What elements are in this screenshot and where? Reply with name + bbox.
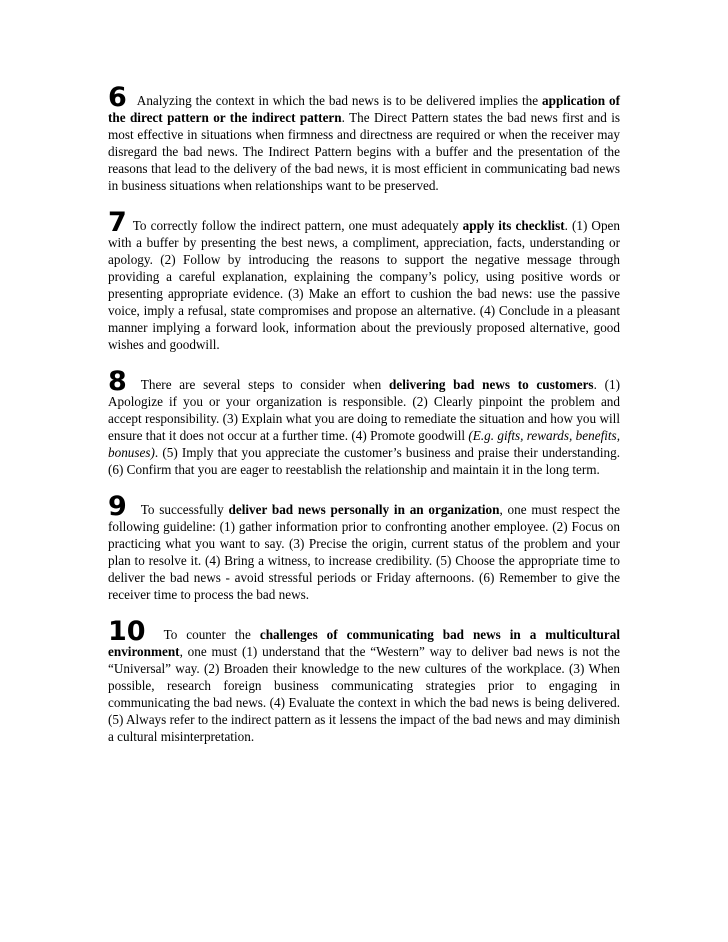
paragraph-8 xyxy=(108,366,620,478)
paragraph-text: To counter the xyxy=(163,627,260,642)
paragraph-text: There are several steps to consider when xyxy=(140,377,389,392)
paragraph-text: , one must respect the following guideline: (1) gather information prior to confronting another employee. (2) Focus on practicing what you want to say. (3) Precise the origin, current status of the problem and your plan to resolve it. (4) Bring a witness, to increase credibility. (5) Choose the appropriate time to deliver the bad news - avoid stressful periods or Friday afternoons. (6) Remember to give the receiver time to process the bad news. xyxy=(108,502,620,602)
item-number: 7 xyxy=(108,207,127,238)
paragraph-text: Analyzing the context in which the bad news is to be delivered implies the xyxy=(136,93,543,108)
document-page xyxy=(108,82,621,764)
paragraph-text: , one must (1) understand that the “Western” way to deliver bad news is not the “Universal” way. (2) Broaden their knowledge to the new cultures of the workplace. (3) When possible, research foreign business communicating strategies prior to engaging in communicating the bad news. (4) Evaluate the context in which the bad news is being delivered. (5) Always refer to the indirect pattern as it lessens the impact of the bad news and may diminish a cultural misinterpretation. xyxy=(108,644,620,744)
paragraph-9 xyxy=(108,491,620,603)
paragraph-text: To correctly follow the indirect pattern, one must adequately xyxy=(132,218,463,233)
paragraph-text: . (1) Open with a buffer by presenting the best news, a compliment, appreciation, facts, understanding or apology. (2) Follow by introducing the reasons to support the negative message through providing a careful explanation, explaining the company’s policy, using positive words or presenting appropriate evidence. (3) Make an effort to cushion the bad news: use the passive voice, imply a refusal, state compromises and propose an alternative. (4) Conclude in a pleasant manner implying a forward look, information about the previously proposed alternative, good wishes and goodwill. xyxy=(108,218,620,352)
paragraph-text: To successfully xyxy=(140,502,229,517)
paragraph-6 xyxy=(108,82,620,194)
italic-phrase: (E.g. gifts, rewards, benefits, bonuses) xyxy=(108,428,620,460)
bold-phrase: application of the direct pattern or the indirect pattern xyxy=(108,93,620,125)
bold-phrase: apply its checklist xyxy=(462,218,565,233)
paragraph-7 xyxy=(108,207,620,353)
paragraph-text: . (5) Imply that you appreciate the customer’s business and praise their understanding. (6) Confirm that you are eager to reestablish the relationship and maintain it in the long term. xyxy=(108,445,620,477)
item-number: 8 xyxy=(108,366,127,397)
paragraph-text: . The Direct Pattern states the bad news first and is most effective in situations when firmness and directness are required or when the receiver may disregard the bad news. The Indirect Pattern begins with a buffer and the presentation of the reasons that lead to the delivery of the bad news, it is most efficient in communicating bad news in business situations when relationships want to be preserved. xyxy=(108,110,620,193)
bold-phrase: deliver bad news personally in an organization xyxy=(228,502,500,517)
bold-phrase: delivering bad news to customers xyxy=(389,377,594,392)
paragraph-10 xyxy=(108,616,621,745)
item-number: 9 xyxy=(108,491,127,522)
paragraph-text: . (1) Apologize if you or your organization is responsible. (2) Clearly pinpoint the problem and accept responsibility. (3) Explain what you are doing to remediate the situation and how you will ensure that it does not occur at a further time. (4) Promote goodwill xyxy=(108,377,620,443)
bold-phrase: challenges of communicating bad news in a multicultural environment xyxy=(108,627,621,659)
item-number: 10 xyxy=(108,616,146,647)
item-number: 6 xyxy=(108,82,127,113)
